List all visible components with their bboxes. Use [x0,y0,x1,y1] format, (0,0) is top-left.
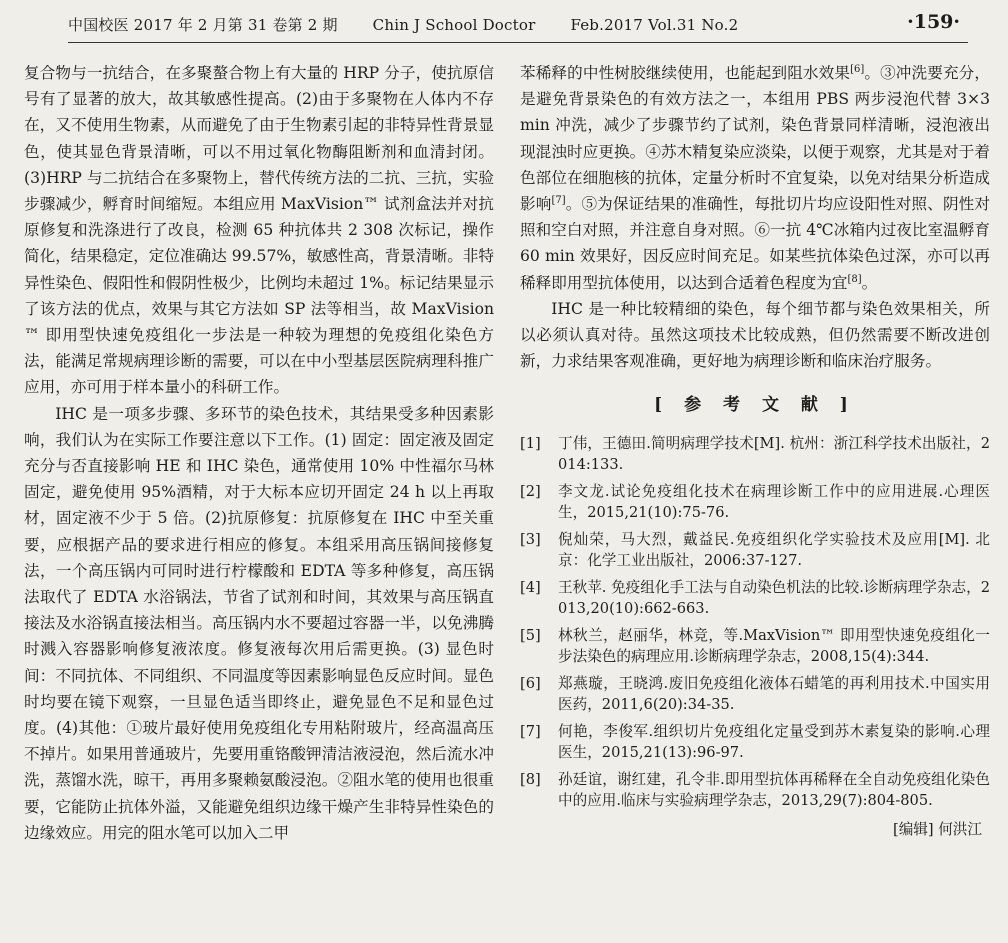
reference-item [520,529,990,572]
reference-item [520,577,990,620]
reference-text: 孙廷谊，谢红建，孔令非.即用型抗体再稀释在全自动免疫组化染色中的应用.临床与实验病理学杂志，2013,29(7):804-805. [558,770,990,810]
right-column [520,60,990,843]
body-paragraph: 复合物与一抗结合，在多聚螯合物上有大量的 HRP 分子，使抗原信号有了显著的放大，故其敏感性提高。(2)由于多聚物在人体内不存在，又不使用生物素，从而避免了由于生物素引起的非特异性背景显色，使其显色背景清晰，可以不用过氧化物酶阻断剂和血清封闭。(3)HRP 与二抗结合在多聚物上，替代传统方法的二抗、三抗，实验步骤减少，孵育时间缩短。本组应用 MaxVision™ 试剂盒法并对抗原修复和洗涤进行了改良，检测 65 种抗体共 2 308 次标记，操作简化，结果稳定，定位准确达 99.57%，敏感性高，背景清晰。非特异性染色、假阳性和假阴性极少，比例均未超过 1%。标记结果显示了该方法的优点，效果与其它方法如 SP 法等相当，故 MaxVision™ 即用型快速免疫组化一步法是一种较为理想的免疫组化染色方法，能满足常规病理诊断的需要，可以在中小型基层医院病理科推广应用，亦可用于样本量小的科研工作。 [24,64,494,397]
reference-number: [4] [520,578,541,596]
citation-ref: [7] [551,194,566,206]
reference-text: 郑燕璇，王晓鸿.废旧免疫组化液体石蜡笔的再利用技术.中国实用医药，2011,6(20):34-35. [558,674,990,714]
reference-text: 李文龙.试论免疫组化技术在病理诊断工作中的应用进展.心理医生，2015,21(10):75-76. [558,482,990,522]
reference-item [520,673,990,716]
reference-number: [7] [520,722,541,740]
reference-item [520,721,990,764]
journal-citation [68,14,768,35]
body-text: 。③冲洗要充分，是避免背景染色的有效方法之一，本组用 PBS 两步浸泡代替 3×3 min 冲洗，减少了步骤节约了试剂，染色背景同样清晰，浸泡液出现混浊时应更换。④苏木精复染应淡染，以便于观察，尤其是对于着色部位在细胞核的抗体，定量分析时不宜复染，以免对结果分析造成影响 [520,64,990,214]
reference-number: [3] [520,530,541,548]
body-text: 。⑤为保证结果的准确性，每批切片均应设阳性对照、阴性对照和空白对照，并注意自身对照。⑥一抗 4℃冰箱内过夜比室温孵育 60 min 效果好，因反应时间充足。如某些抗体染色过深，亦可以再稀释即用型抗体使用，以达到合适着色程度为宜 [520,195,990,292]
body-paragraph: IHC 是一项多步骤、多环节的染色技术，其结果受多种因素影响，我们认为在实际工作要注意以下工作。(1) 固定：固定液及固定充分与否直接影响 HE 和 IHC 染色，通常使用 10% 中性福尔马林固定，避免使用 95%酒精，对于大标本应切开固定 24 h 以上再取材，固定液不少于 5 倍。(2)抗原修复：抗原修复在 IHC 中至关重要，应根据产品的要求进行相应的修复。本组采用高压锅间接修复法，一个高压锅内可同时进行柠檬酸和 EDTA 等多种修复，高压锅法取代了 EDTA 水浴锅法，节省了试剂和时间，其效果与高压锅直接法及水浴锅直接法相当。高压锅内水不要超过容器一半，以免沸腾时溅入容器影响修复液浓度。修复液每次用后需更换。(3) 显色时间：不同抗体、不同组织、不同温度等因素影响显色反应时间。显色时均要在镜下观察，一旦显色适当即终止，避免显色不足和显色过度。(4)其他：①玻片最好使用免疫组化专用粘附玻片，经高温高压不掉片。如果用普通玻片，先要用重铬酸钾清洁液浸泡，然后流水冲洗，蒸馏水洗，晾干，再用多聚赖氨酸浸泡。②阻水笔的使用也很重要，它能防止抗体外溢，又能避免组织边缘干燥产生非特异性染色的边缘效应。用完的阻水笔可以加入二甲 [24,404,494,842]
body-text: 。 [861,273,878,292]
reference-item [520,481,990,524]
reference-number: [6] [520,674,541,692]
page-number: ·159· [907,11,960,33]
citation-ref: [6] [850,63,865,75]
header-rule [68,42,968,43]
reference-text: 王秋苹. 免疫组化手工法与自动染色机法的比较.诊断病理学杂志，2013,20(10):662-663. [558,578,990,618]
reference-text: 丁伟，王德田.简明病理学技术[M]. 杭州：浙江科学技术出版社，2014:133. [558,434,990,474]
reference-item [520,433,990,476]
reference-number: [8] [520,770,541,788]
left-column [24,60,494,846]
reference-text: 何艳，李俊军.组织切片免疫组化定量受到苏木素复染的影响.心理医生，2015,21(13):96-97. [558,722,990,762]
journal-title-en: Chin J School Doctor [372,16,536,34]
reference-item [520,769,990,812]
reference-number: [5] [520,626,541,644]
references-heading: [ 参 考 文 献 ] [654,395,856,416]
reference-text: 林秋兰，赵丽华，林竞，等.MaxVision™ 即用型快速免疫组化一步法染色的病理应用.诊断病理学杂志，2008,15(4):344. [558,626,990,666]
body-text: 苯稀释的中性树胶继续使用，也能起到阻水效果 [520,64,851,82]
running-head [0,0,1008,44]
reference-number: [2] [520,482,541,500]
reference-list [520,433,990,812]
journal-title-cn: 中国校医 2017 年 2 月第 31 卷第 2 期 [68,16,338,34]
reference-text: 倪灿荣，马大烈，戴益民.免疫组织化学实验技术及应用[M]. 北京：化学工业出版社，2006:37-127. [558,530,990,570]
reference-number: [1] [520,434,541,452]
body-paragraph [520,60,990,296]
reference-item [520,625,990,668]
citation-ref: [8] [847,273,862,285]
editor-credit: [编辑] 何洪江 [893,820,982,838]
body-paragraph: IHC 是一种比较精细的染色，每个细节都与染色效果相关，所以必须认真对待。虽然这项技术比较成熟，但仍然需要不断改进创新，力求结果客观准确，更好地为病理诊断和临床治疗服务。 [520,299,990,371]
journal-issue-en: Feb.2017 Vol.31 No.2 [570,16,739,34]
